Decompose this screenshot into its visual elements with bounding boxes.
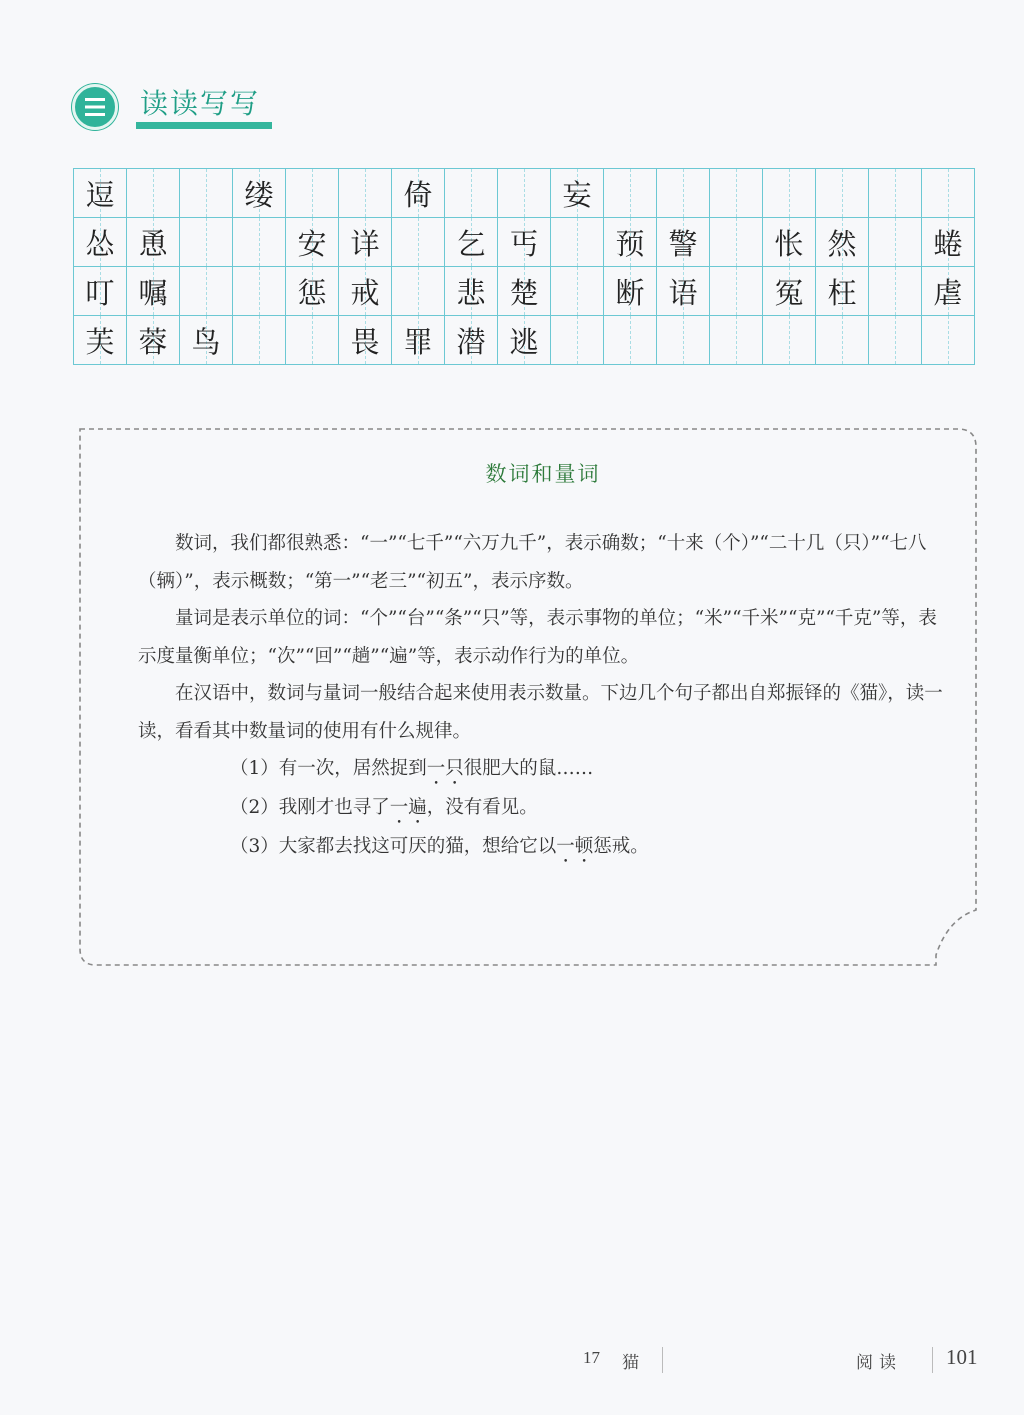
grid-cell [710,218,763,267]
grid-cell [551,316,604,365]
grid-cell [74,267,127,316]
grid-character: 乞 [456,226,486,261]
grid-cell [498,316,551,365]
grid-cell [816,218,869,267]
grid-cell [657,218,710,267]
grid-character: 惩 [297,275,327,310]
grid-character: 怅 [774,226,804,261]
grid-cell [180,267,233,316]
grid-character: 妄 [562,177,592,212]
grid-character: 倚 [403,177,433,212]
grid-character: 叮 [85,275,115,310]
grid-cell [816,316,869,365]
grid-character: 虐 [933,275,963,310]
grid-character: 鸟 [191,324,221,359]
footer-divider [932,1347,933,1373]
grid-character: 逃 [509,324,539,359]
grid-cell [604,218,657,267]
grid-cell [922,218,975,267]
grid-cell [74,169,127,218]
grid-cell [869,218,922,267]
footer-divider [662,1347,663,1373]
three-lines-icon [72,84,118,130]
grid-cell [604,316,657,365]
grid-character: 预 [615,226,645,261]
grid-cell [763,218,816,267]
grid-character: 断 [615,275,645,310]
grid-cell [445,218,498,267]
grid-cell [922,169,975,218]
grid-cell [339,267,392,316]
grid-cell [286,218,339,267]
grid-character: 安 [297,226,327,261]
grid-cell [392,267,445,316]
grid-character: 枉 [827,275,857,310]
grid-cell [710,267,763,316]
grid-character: 缕 [244,177,274,212]
page-footer [0,1345,1024,1375]
info-box [78,425,980,970]
grid-character: 语 [668,275,698,310]
grid-character: 逗 [85,177,115,212]
paragraph-numerals: 数词，我们都很熟悉：“一”“七千”“六万九千”，表示确数；“十来（个）”“二十几（只）”“七八（辆）”，表示概数；“第一”“老三”“初五”，表示序数。 [138,533,927,592]
grid-cell [604,169,657,218]
grid-cell [922,316,975,365]
grid-cell [657,316,710,365]
grid-character: 芙 [85,324,115,359]
emphasized-quantifier: 一顿 [556,836,594,857]
grid-cell [710,169,763,218]
character-grid [73,168,975,365]
grid-cell [127,316,180,365]
grid-cell [551,169,604,218]
grid-cell [286,267,339,316]
grid-cell [763,267,816,316]
grid-cell [763,316,816,365]
grid-cell [551,267,604,316]
section-header [70,80,330,140]
grid-cell [551,218,604,267]
grid-cell [74,218,127,267]
lesson-number: 17 [583,1348,600,1367]
emphasized-quantifier: 一只 [426,758,464,779]
grid-character: 楚 [509,275,539,310]
grid-cell [233,169,286,218]
grid-cell [657,169,710,218]
grid-character: 畏 [350,324,380,359]
grid-cell [74,316,127,365]
grid-character: 蜷 [933,226,963,261]
grid-cell [392,169,445,218]
unit-name: 阅读 [856,1353,902,1373]
page-number: 101 [946,1345,978,1369]
grid-cell [180,218,233,267]
grid-cell [763,169,816,218]
example-sentence-3: （3）大家都去找这可厌的猫，想给它以一顿惩戒。 [230,836,649,857]
grid-cell [339,169,392,218]
grid-cell [816,267,869,316]
grid-cell [498,267,551,316]
grid-cell [233,267,286,316]
paragraph-usage: 在汉语中，数词与量词一般结合起来使用表示数量。下边几个句子都出自郑振铎的《猫》，读一读，看看其中数量词的使用有什么规律。 [138,683,943,742]
grid-cell [922,267,975,316]
grid-character: 详 [350,226,380,261]
grid-cell [445,169,498,218]
grid-cell [869,316,922,365]
grid-character: 悲 [456,275,486,310]
grid-cell [339,218,392,267]
grid-character: 警 [668,226,698,261]
grid-character: 蓉 [138,324,168,359]
grid-character: 然 [827,226,857,261]
grid-cell [498,169,551,218]
section-underline [136,122,272,129]
emphasized-quantifier: 一遍 [389,797,427,818]
grid-character: 潜 [456,324,486,359]
lesson-title: 猫 [622,1353,639,1373]
grid-cell [869,267,922,316]
grid-cell [286,316,339,365]
grid-cell [392,218,445,267]
grid-cell [604,267,657,316]
grid-cell [498,218,551,267]
grid-character: 罪 [403,324,433,359]
box-title: 数词和量词 [485,462,601,486]
grid-cell [127,267,180,316]
example-sentence-1: （1）有一次，居然捉到一只很肥大的鼠…… [230,758,594,779]
paragraph-classifiers: 量词是表示单位的词：“个”“台”“条”“只”等，表示事物的单位；“米”“千米”“克”“千克”等，表示度量衡单位；“次”“回”“趟”“遍”等，表示动作行为的单位。 [138,608,937,667]
grid-cell [127,218,180,267]
grid-cell [127,169,180,218]
grid-cell [233,218,286,267]
grid-cell [816,169,869,218]
grid-cell [286,169,339,218]
grid-character: 怂 [85,226,115,261]
grid-character: 丐 [509,226,539,261]
grid-character: 戒 [350,275,380,310]
box-body [138,525,953,867]
grid-character: 恿 [138,226,168,261]
grid-character: 嘱 [138,275,168,310]
grid-cell [710,316,763,365]
grid-cell [657,267,710,316]
section-title: 读读写写 [140,87,261,120]
grid-cell [339,316,392,365]
grid-cell [869,169,922,218]
grid-cell [445,316,498,365]
grid-character: 冤 [774,275,804,310]
example-sentence-2: （2）我刚才也寻了一遍，没有看见。 [230,797,538,818]
grid-cell [445,267,498,316]
grid-cell [233,316,286,365]
grid-cell [392,316,445,365]
grid-cell [180,169,233,218]
grid-cell [180,316,233,365]
